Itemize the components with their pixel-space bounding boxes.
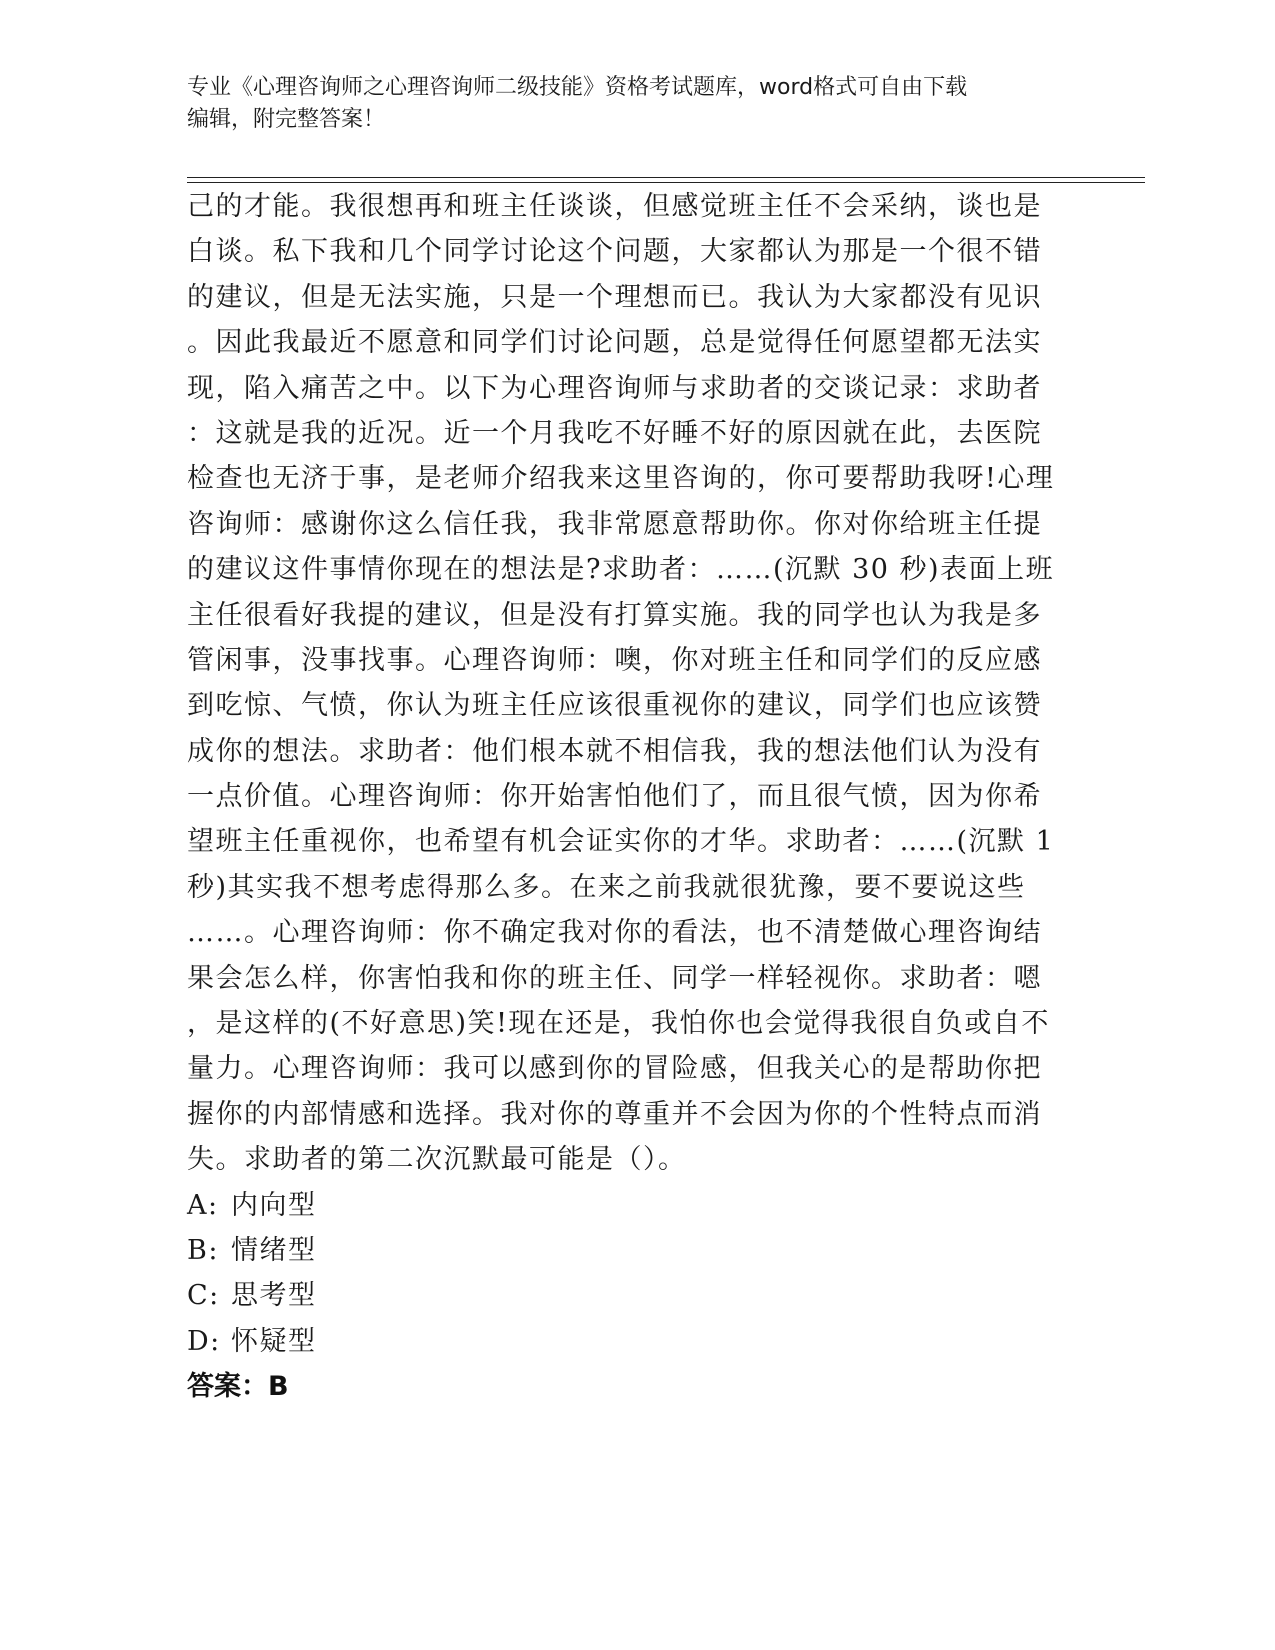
text-line: 果会怎么样，你害怕我和你的班主任、同学一样轻视你。求助者：嗯 <box>187 962 1042 994</box>
text-line: ：这就是我的近况。近一个月我吃不好睡不好的原因就在此，去医院 <box>187 417 1042 449</box>
text-line: 咨询师：感谢你这么信任我，我非常愿意帮助你。你对你给班主任提 <box>187 508 1042 540</box>
option-letter: D: <box>187 1325 221 1357</box>
header-rule-top <box>187 177 1145 178</box>
option-d <box>187 1319 1087 1364</box>
option-letter: A: <box>187 1189 219 1221</box>
header-line-2: 编辑，附完整答案！ <box>187 107 386 132</box>
option-text: 内向型 <box>231 1189 317 1221</box>
text-line: 秒)其实我不想考虑得那么多。在来之前我就很犹豫，要不要说这些 <box>187 871 1026 903</box>
text-line: 一点价值。心理咨询师：你开始害怕他们了，而且很气愤，因为你希 <box>187 781 1042 813</box>
option-text: 情绪型 <box>231 1234 317 1266</box>
option-letter: C: <box>187 1280 220 1312</box>
text-line: 己的才能。我很想再和班主任谈谈，但感觉班主任不会采纳，谈也是 <box>187 191 1042 222</box>
text-line: 望班主任重视你，也希望有机会证实你的才华。求助者：……(沉默 1 <box>187 826 1055 858</box>
option-c <box>187 1273 1087 1318</box>
text-line: 的建议，但是无法实施，只是一个理想而已。我认为大家都没有见识 <box>187 281 1042 313</box>
answer-key: 答案：B <box>187 1371 289 1403</box>
text-line: ……。心理咨询师：你不确定我对你的看法，也不清楚做心理咨询结 <box>187 917 1042 949</box>
text-line: 量力。心理咨询师：我可以感到你的冒险感，但我关心的是帮助你把 <box>187 1053 1042 1085</box>
header-rule-bottom <box>187 182 1145 183</box>
text-line: 管闲事，没事找事。心理咨询师：噢，你对班主任和同学们的反应感 <box>187 644 1042 676</box>
header-line-1: 专业《心理咨询师之心理咨询师二级技能》资格考试题库，word格式可自由下载 <box>187 75 968 100</box>
text-line: 主任很看好我提的建议，但是没有打算实施。我的同学也认为我是多 <box>187 599 1042 631</box>
option-a <box>187 1183 1087 1228</box>
option-letter: B: <box>187 1234 219 1266</box>
text-line: 白谈。私下我和几个同学讨论这个问题，大家都认为那是一个很不错 <box>187 236 1042 268</box>
text-line: 的建议这件事情你现在的想法是?求助者：……(沉默 30 秒)表面上班 <box>187 554 1055 586</box>
text-line: 。因此我最近不愿意和同学们讨论问题，总是觉得任何愿望都无法实 <box>187 327 1042 359</box>
text-line: 检查也无济于事，是老师介绍我来这里咨询的，你可要帮助我呀!心理 <box>187 463 1055 495</box>
question-content <box>187 184 1087 1410</box>
text-line: ，是这样的(不好意思)笑!现在还是，我怕你也会觉得我很自负或自不 <box>187 1008 1050 1040</box>
option-text: 思考型 <box>231 1280 317 1312</box>
text-line: 现，陷入痛苦之中。以下为心理咨询师与求助者的交谈记录：求助者 <box>187 372 1042 404</box>
option-b <box>187 1228 1087 1273</box>
page-header <box>187 72 1067 136</box>
text-line: 失。求助者的第二次沉默最可能是（）。 <box>187 1144 687 1176</box>
text-line: 到吃惊、气愤，你认为班主任应该很重视你的建议，同学们也应该赞 <box>187 690 1042 722</box>
text-line: 握你的内部情感和选择。我对你的尊重并不会因为你的个性特点而消 <box>187 1098 1042 1130</box>
text-line: 成你的想法。求助者：他们根本就不相信我，我的想法他们认为没有 <box>187 735 1042 767</box>
answer-options <box>187 1183 1087 1365</box>
question-text <box>187 184 1087 1183</box>
option-text: 怀疑型 <box>231 1325 317 1357</box>
